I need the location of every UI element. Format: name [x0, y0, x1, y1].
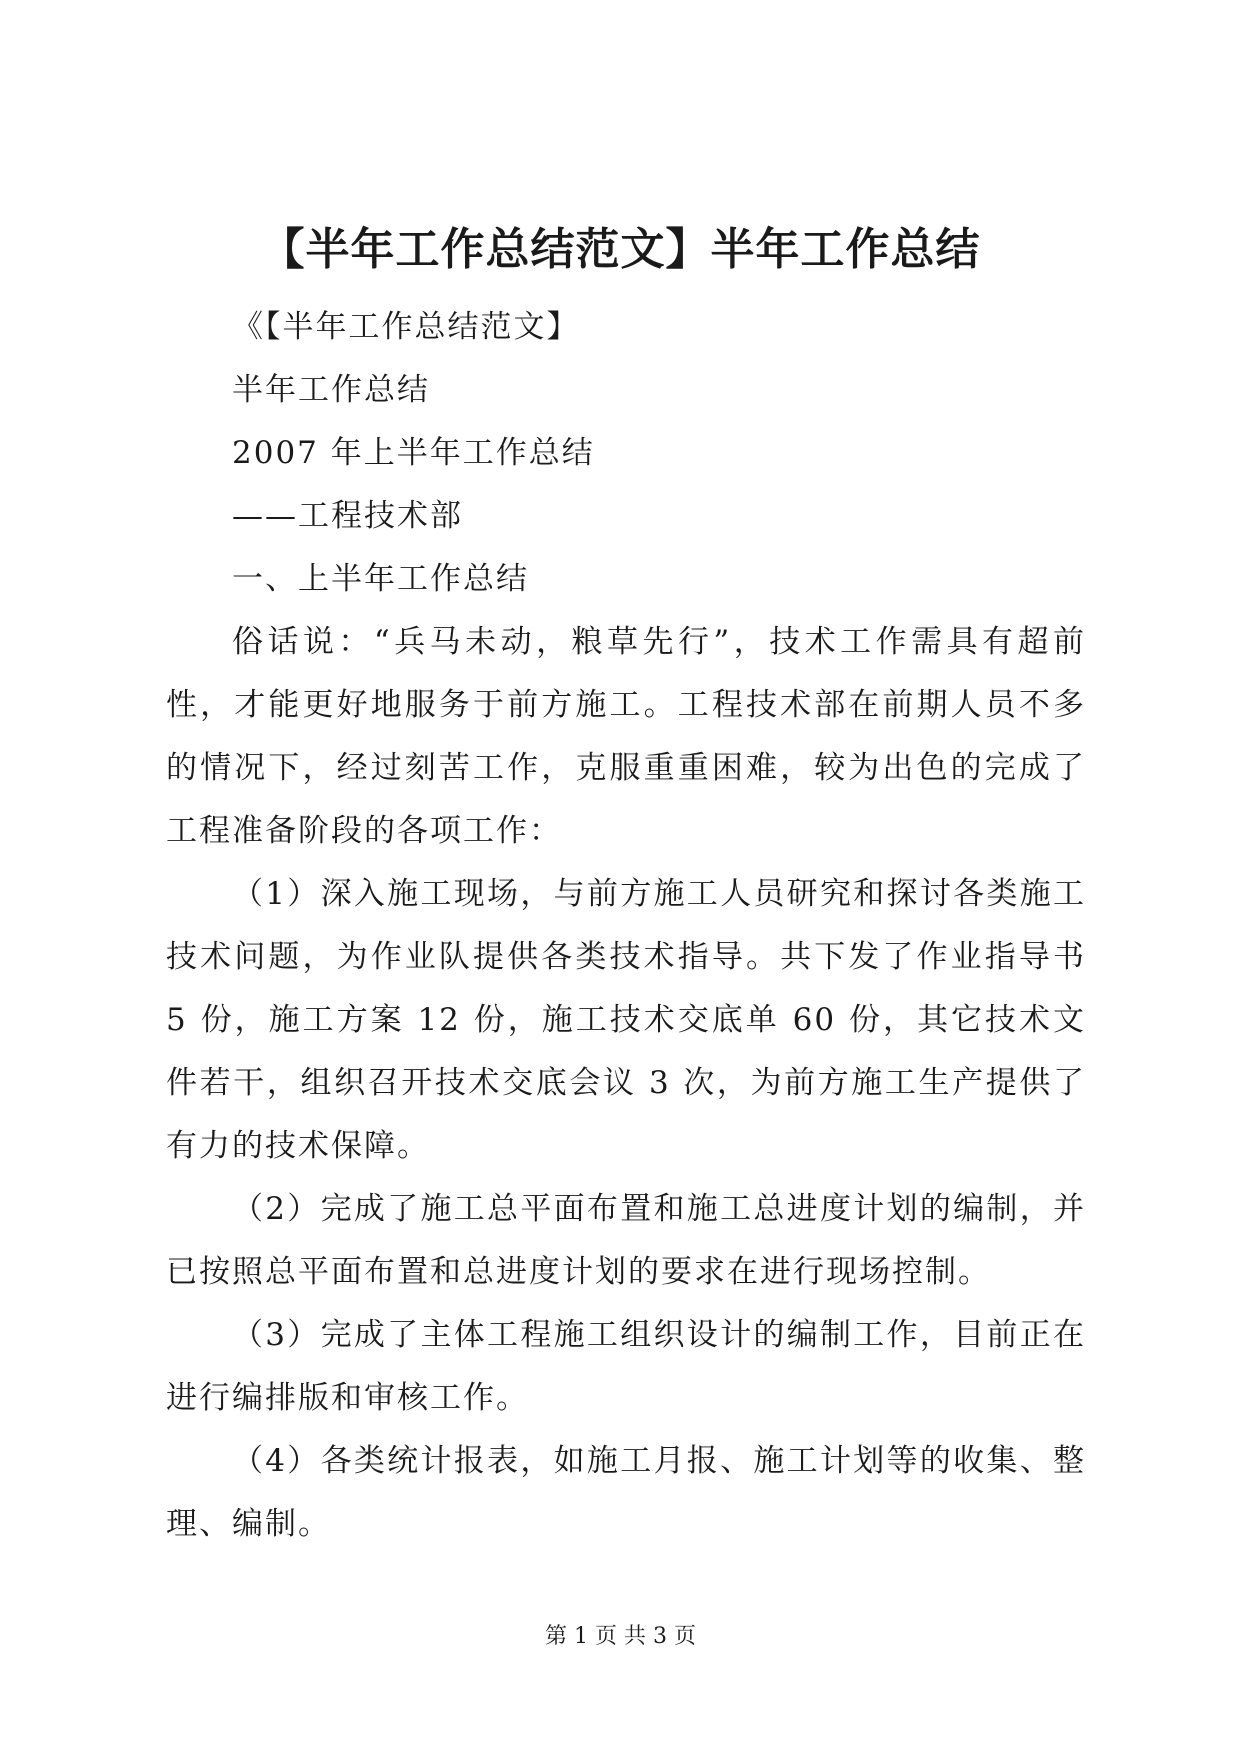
list-item-paragraph: （3）完成了主体工程施工组织设计的编制工作，目前正在进行编排版和审核工作。: [166, 1317, 1086, 1416]
list-item-paragraph: （4）各类统计报表，如施工月报、施工计划等的收集、整理、编制。: [166, 1443, 1086, 1542]
subtitle-line: 2007 年上半年工作总结: [232, 435, 595, 471]
section-heading: 一、上半年工作总结: [232, 561, 529, 597]
page-footer: 第 1 页 共 3 页: [545, 1624, 696, 1649]
body-paragraph: 俗话说：“兵马未动，粮草先行”，技术工作需具有超前性，才能更好地服务于前方施工。工程技术部在前期人员不多的情况下，经过刻苦工作，克服重重困难，较为出色的完成了工程准备阶段的各项工作：: [166, 624, 1086, 849]
list-item-paragraph: （1）深入施工现场，与前方施工人员研究和探讨各类施工技术问题，为作业队提供各类技术指导。共下发了作业指导书 5 份，施工方案 12 份，施工技术交底单 60 份，其它技术文件若干，组织召开技术交底会议 3 次，为前方施工生产提供了有力的技术保障。: [166, 876, 1086, 1164]
document-body: [166, 296, 1086, 1556]
list-item-paragraph: （2）完成了施工总平面布置和施工总进度计划的编制，并已按照总平面布置和总进度计划的要求在进行现场控制。: [166, 1191, 1086, 1290]
subtitle-line: 半年工作总结: [232, 372, 430, 408]
subtitle-line: 《【半年工作总结范文】: [232, 309, 580, 345]
department-line: ——工程技术部: [232, 498, 463, 534]
document-title: 【半年工作总结范文】半年工作总结: [260, 224, 981, 275]
